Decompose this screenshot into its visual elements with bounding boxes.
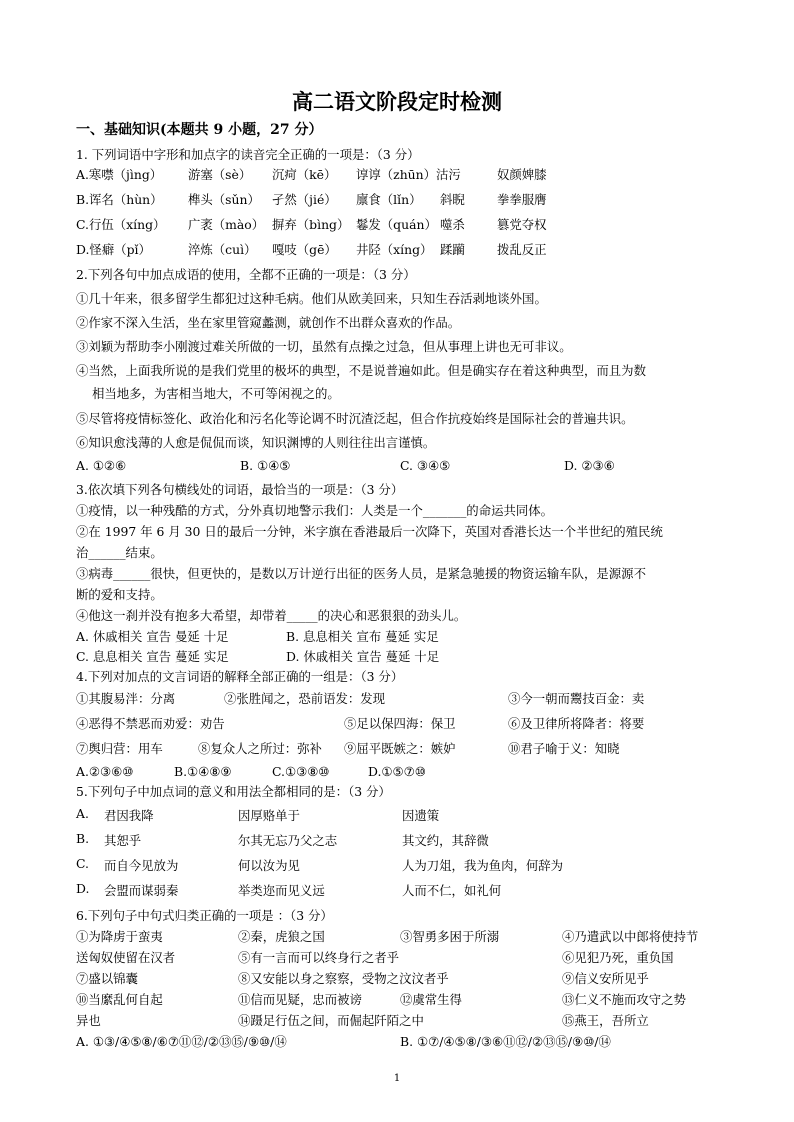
q5-a-3: 因遗策	[402, 808, 440, 823]
q2-line-3: ③刘颖为帮助李小刚渡过难关所做的一切，虽然有点操之过急，但从事理上讲也无可非议。	[76, 339, 572, 354]
q1-c5: 噬杀	[440, 217, 465, 232]
q6-option-b: B. ①⑦/④⑤⑧/③⑥⑪⑫/②⑬⑮/⑨⑩/⑭	[400, 1034, 611, 1049]
q3-line-1: ①疫情，以一种残酷的方式，分外真切地警示我们：人类是一个_______的命运共同体。	[76, 503, 554, 518]
q4-item-9: ⑨屈平既嫉之：嫉妒	[344, 741, 456, 756]
q6-item-7: ⑦盛以锦囊	[76, 971, 138, 986]
q6-item-4-cont: 送匈奴使留在汉者	[76, 950, 176, 965]
q5-stem: 5.下列句子中加点词的意义和用法全都相同的是：（3 分）	[76, 784, 391, 799]
q5-b-2: 尔其无忘乃父之志	[238, 833, 338, 848]
q1-c1: C.行伍（xíng）	[76, 217, 166, 232]
q6-item-1: ①为降虏于蛮夷	[76, 929, 163, 944]
q4-item-5: ⑤足以保四海：保卫	[344, 716, 456, 731]
q1-b1: B.诨名（hùn）	[76, 192, 163, 207]
q1-b2: 榫头（sǔn）	[188, 192, 260, 207]
q2-line-7: ⑥知识愈浅薄的人愈是侃侃而谈，知识渊博的人则往往出言谨慎。	[76, 435, 436, 450]
q1-b5: 斜睨	[440, 192, 465, 207]
q6-item-10: ⑩当縻乱何自起	[76, 992, 163, 1007]
q4-item-3: ③今一朝而鬻技百金：卖	[508, 691, 645, 706]
q4-option-c: C.①③⑧⑩	[272, 764, 330, 779]
q1-a5: 奴颜婢膝	[497, 167, 547, 182]
q5-c-label: C.	[76, 856, 89, 871]
q6-item-3: ③智勇多困于所溺	[400, 929, 500, 944]
q6-stem: 6.下列句子中句式归类正确的一项是 ：（3 分）	[76, 908, 333, 923]
q5-c-1: 而自今见放为	[104, 858, 179, 873]
q1-d5: 蹂躏	[440, 242, 465, 257]
q4-option-b: B.①④⑧⑨	[174, 764, 232, 779]
q1-stem: 1. 下列词语中字形和加点字的读音完全正确的一项是：（3 分）	[76, 147, 420, 162]
q5-a-label: A.	[76, 806, 89, 821]
q6-item-13-cont: 异也	[76, 1013, 101, 1028]
q3-line-4: ③病毒______很快，但更快的，是数以万计逆行出征的医务人员，是紧急驰援的物资运输车队，是源源不	[76, 566, 646, 581]
q6-item-2: ②秦，虎狼之国	[238, 929, 325, 944]
q6-item-9: ⑨信义安所见乎	[562, 971, 649, 986]
q4-item-7: ⑦舆归营：用车	[76, 741, 163, 756]
q5-b-3: 其文约，其辞微	[402, 833, 489, 848]
q5-d-label: D.	[76, 881, 90, 896]
q1-b4: 廪食（lǐn）	[356, 192, 422, 207]
q5-c-2: 何以汝为见	[238, 858, 300, 873]
q3-line-2: ②在 1997 年 6 月 30 日的最后一分钟，米字旗在香港最后一次降下，英国对香港长达一个半世纪的殖民统	[76, 524, 663, 539]
q1-b3: 孑然（jié）	[272, 192, 337, 207]
q4-stem: 4.下列对加点的文言词语的解释全部正确的一组是：（3 分）	[76, 669, 404, 684]
q1-a1: A.寒噤（jìng）	[76, 167, 163, 182]
q1-c2: 广袤（mào）	[188, 217, 265, 232]
page-number: 1	[393, 1073, 401, 1084]
q3-stem: 3.依次填下列各句横线处的词语，最恰当的一项是：（3 分）	[76, 482, 404, 497]
q4-item-1: ①其腹易泮：分离	[76, 691, 176, 706]
q5-a-1: 君因我降	[104, 808, 154, 823]
q1-c4: 鬈发（quán）	[356, 217, 437, 232]
page-title: 高二语文阶段定时检测	[292, 89, 502, 114]
q6-item-5: ⑤有一言而可以终身行之者乎	[238, 950, 400, 965]
q4-item-2: ②张胜闻之，恐前语发：发现	[224, 691, 386, 706]
q1-d2: 淬炼（cuì）	[188, 242, 257, 257]
q3-option-d: D. 休戚相关 宣告 蔓延 十足	[286, 649, 440, 664]
q2-line-6: ⑤尽管将疫情标签化、政治化和污名化等论调不时沉渣泛起，但合作抗疫始终是国际社会的普遍共识。	[76, 411, 634, 426]
q1-a3: 沉疴（kē）	[272, 167, 337, 182]
q2-stem: 2.下列各句中加点成语的使用，全都不正确的一项是：（3 分）	[76, 267, 416, 282]
q3-option-b: B. 息息相关 宣布 蔓延 实足	[286, 629, 439, 644]
q5-b-1: 其恕乎	[104, 833, 142, 848]
q6-item-14: ⑭蹑足行伍之间，而倔起阡陌之中	[238, 1013, 424, 1028]
q4-item-4: ④恶得不禁恶而劝爱：劝告	[76, 716, 225, 731]
section-heading: 一、基础知识(本题共 9 小题，27 分）	[76, 122, 323, 138]
q6-item-6: ⑥见犯乃死，重负国	[562, 950, 674, 965]
q5-a-2: 因厚赂单于	[238, 808, 300, 823]
q1-a4: 谆谆（zhūn）沽污	[356, 167, 461, 182]
q3-line-6: ④他这一刹并没有抱多大希望，却带着_____的决心和恶狠狠的劲头儿。	[76, 608, 467, 623]
q1-d4: 井陉（xíng）	[356, 242, 433, 257]
q6-item-11: ⑪信而见疑，忠而被谤	[238, 992, 362, 1007]
q2-option-c: C. ③④⑤	[400, 458, 451, 473]
q1-c3: 摒弃（bìng）	[272, 217, 350, 232]
q2-option-d: D. ②③⑥	[564, 458, 615, 473]
q2-line-4: ④当然，上面我所说的是我们党里的极坏的典型，不是说普遍如此。但是确实存在着这种典型，而且为数	[76, 363, 646, 378]
q3-option-c: C. 息息相关 宣告 蔓延 实足	[76, 649, 229, 664]
q5-d-3: 人而不仁，如礼何	[402, 883, 502, 898]
q5-d-1: 会盟而谋弱秦	[104, 883, 179, 898]
q3-line-5: 断的爱和支持。	[76, 587, 163, 602]
q5-c-3: 人为刀俎，我为鱼肉，何辞为	[402, 858, 564, 873]
q1-c6: 篡党夺权	[497, 217, 547, 232]
q4-option-d: D.①⑤⑦⑩	[368, 764, 426, 779]
q3-line-3: 治______结束。	[76, 545, 163, 560]
q1-b6: 拳拳服膺	[497, 192, 547, 207]
q2-line-1: ①几十年来，很多留学生都犯过这种毛病。他们从欧美回来，只知生吞活剥地谈外国。	[76, 291, 547, 306]
q2-line-5: 相当地多，为害相当地大，不可等闲视之的。	[92, 386, 340, 401]
q2-option-a: A. ①②⑥	[76, 458, 127, 473]
q1-d1: D.怪癖（pǐ）	[76, 242, 151, 257]
q3-option-a: A. 休戚相关 宣告 曼延 十足	[76, 629, 229, 644]
q1-d3: 嘎吱（gē）	[272, 242, 337, 257]
q6-item-13: ⑬仁义不施而攻守之势	[562, 992, 686, 1007]
q2-line-2: ②作家不深入生活，坐在家里管窥蠡测，就创作不出群众喜欢的作品。	[76, 315, 461, 330]
q6-item-8: ⑧又安能以身之察察，受物之汶汶者乎	[238, 971, 449, 986]
q5-d-2: 举类迩而见义远	[238, 883, 325, 898]
q6-option-a: A. ①③/④⑤⑧/⑥⑦⑪⑫/②⑬⑮/⑨⑩/⑭	[76, 1034, 287, 1049]
q4-option-a: A.②③⑥⑩	[76, 764, 134, 779]
q4-item-8: ⑧复众人之所过：弥补	[198, 741, 322, 756]
q6-item-4: ④乃遣武以中郎将使持节	[562, 929, 699, 944]
q6-item-12: ⑫虞常生得	[400, 992, 462, 1007]
q5-b-label: B.	[76, 831, 90, 846]
q6-item-15: ⑮燕王，吾所立	[562, 1013, 649, 1028]
q4-item-6: ⑥及卫律所将降者：将要	[508, 716, 645, 731]
q2-option-b: B. ①④⑤	[240, 458, 291, 473]
q1-a2: 游塞（sè）	[188, 167, 252, 182]
q4-item-10: ⑩君子喻于义：知晓	[508, 741, 620, 756]
q1-d6: 拨乱反正	[497, 242, 547, 257]
